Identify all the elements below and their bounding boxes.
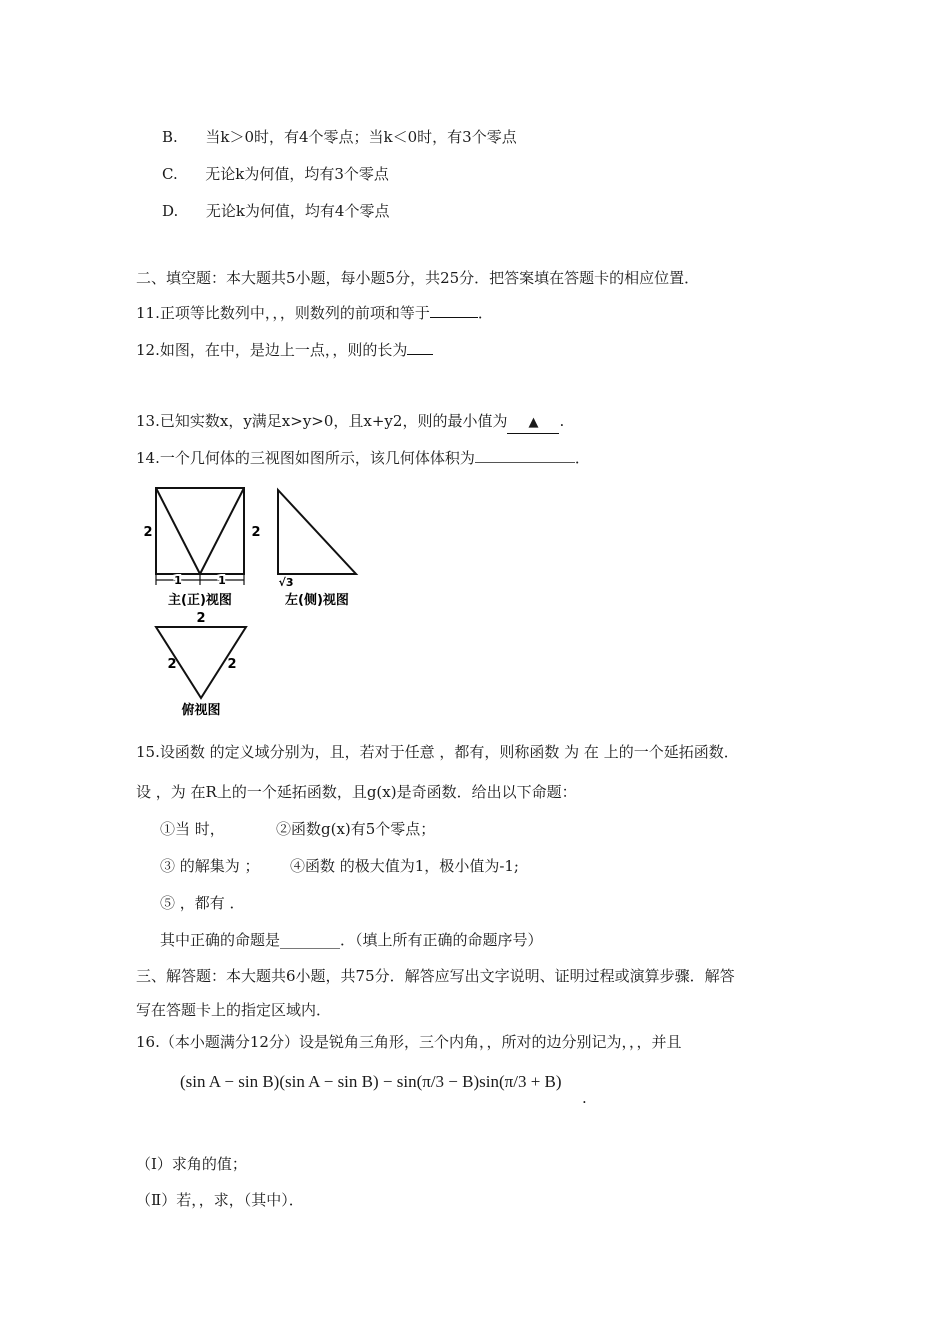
q15-line1: 15.设函数 的定义域分别为，且，若对于任意 ，都有，则称函数 为 在 上的一个延拓函数． bbox=[136, 743, 739, 761]
q14-end: ． bbox=[574, 449, 590, 467]
top-right-label: 2 bbox=[227, 657, 237, 672]
q16-formula-end: . bbox=[582, 1089, 587, 1107]
option-d bbox=[162, 201, 389, 221]
q11-answer-blank bbox=[430, 317, 478, 318]
front-width-label-right: 1 bbox=[218, 574, 226, 587]
front-height-label: 2 bbox=[143, 525, 153, 540]
side-view-label: 左(侧)视图 bbox=[285, 593, 349, 608]
q15-prop-1: ①当 时， bbox=[160, 820, 225, 838]
question-14 bbox=[136, 448, 590, 468]
q16-formula-text: (sin A − sin B)(sin A − sin B) − sin(π/3 − B)sin(π/3 + B) bbox=[180, 1072, 562, 1091]
side-width-label: √3 bbox=[278, 576, 294, 589]
option-d-text: 无论k为何值，均有4个零点 bbox=[205, 202, 390, 220]
three-view-figure bbox=[134, 482, 374, 722]
q11-text: 11.正项等比数列中，，，则数列的前项和等于 bbox=[136, 304, 430, 322]
q14-answer-blank bbox=[475, 462, 575, 463]
option-b bbox=[162, 127, 517, 147]
front-width-label-left: 1 bbox=[174, 574, 182, 587]
q13-end: . bbox=[559, 412, 565, 430]
q15-answer-blank: ________ bbox=[280, 931, 341, 949]
section3-heading-line1: 三、解答题：本大题共6小题，共75分．解答应写出文字说明、证明过程或演算步骤．解答 bbox=[136, 967, 735, 985]
q15-prop-2: ②函数g(x)有5个零点； bbox=[276, 820, 436, 838]
q15-prop-5: ⑤ ，都有 ． bbox=[160, 894, 245, 912]
q13-text: 13.已知实数x，y满足x>y>0，且x+y2，则的最小值为 bbox=[136, 412, 508, 430]
option-c bbox=[162, 164, 389, 184]
question-16: 16.（本小题满分12分）设是锐角三角形，三个内角，，所对的边分别记为，，，并且 bbox=[136, 1033, 682, 1051]
option-b-text: 当k＞0时，有4个零点；当k＜0时，有3个零点 bbox=[205, 128, 517, 146]
section3-heading-line2: 写在答题卡上的指定区域内． bbox=[136, 1001, 332, 1019]
q16-part-2: （Ⅱ）若，，求，（其中）． bbox=[136, 1191, 304, 1209]
front-view-label: 主(正)视图 bbox=[168, 593, 232, 608]
front-view bbox=[156, 488, 244, 585]
q15-answer-prefix: 其中正确的命题是 bbox=[160, 931, 281, 949]
q11-end: ． bbox=[477, 304, 493, 322]
q13-answer-blank bbox=[507, 413, 559, 434]
side-view bbox=[278, 490, 356, 574]
q16-part-1: （Ⅰ）求角的值； bbox=[136, 1155, 247, 1173]
q15-answer bbox=[160, 930, 543, 950]
question-11 bbox=[136, 303, 493, 323]
option-b-letter: B. bbox=[162, 128, 178, 146]
side-height-label: 2 bbox=[251, 525, 261, 540]
q14-text: 14.一个几何体的三视图如图所示，该几何体体积为 bbox=[136, 449, 475, 467]
top-view-label: 俯视图 bbox=[181, 703, 221, 718]
q12-text: 12.如图，在中，是边上一点，，则的长为 bbox=[136, 341, 408, 359]
option-d-letter: D. bbox=[162, 202, 179, 220]
q15-line2: 设 ，为 在R上的一个延拓函数，且g(x)是奇函数．给出以下命题： bbox=[136, 783, 577, 801]
top-edge-label: 2 bbox=[196, 611, 206, 626]
q15-prop-3: ③ 的解集为 ； bbox=[160, 857, 260, 875]
top-left-label: 2 bbox=[167, 657, 177, 672]
q16-formula bbox=[180, 1072, 562, 1092]
question-12 bbox=[136, 340, 433, 360]
q15-prop-4: ④函数 的极大值为1，极小值为-1; bbox=[290, 857, 519, 875]
option-c-text: 无论k为何值，均有3个零点 bbox=[205, 165, 389, 183]
q13-marker: ▲ bbox=[528, 415, 539, 430]
question-13 bbox=[136, 411, 564, 434]
q12-answer-blank bbox=[407, 354, 433, 355]
section2-heading: 二、填空题：本大题共5小题，每小题5分，共25分．把答案填在答题卡的相应位置． bbox=[136, 269, 700, 287]
q15-answer-suffix: ．（填上所有正确的命题序号） bbox=[340, 931, 543, 949]
option-c-letter: C. bbox=[162, 165, 178, 183]
